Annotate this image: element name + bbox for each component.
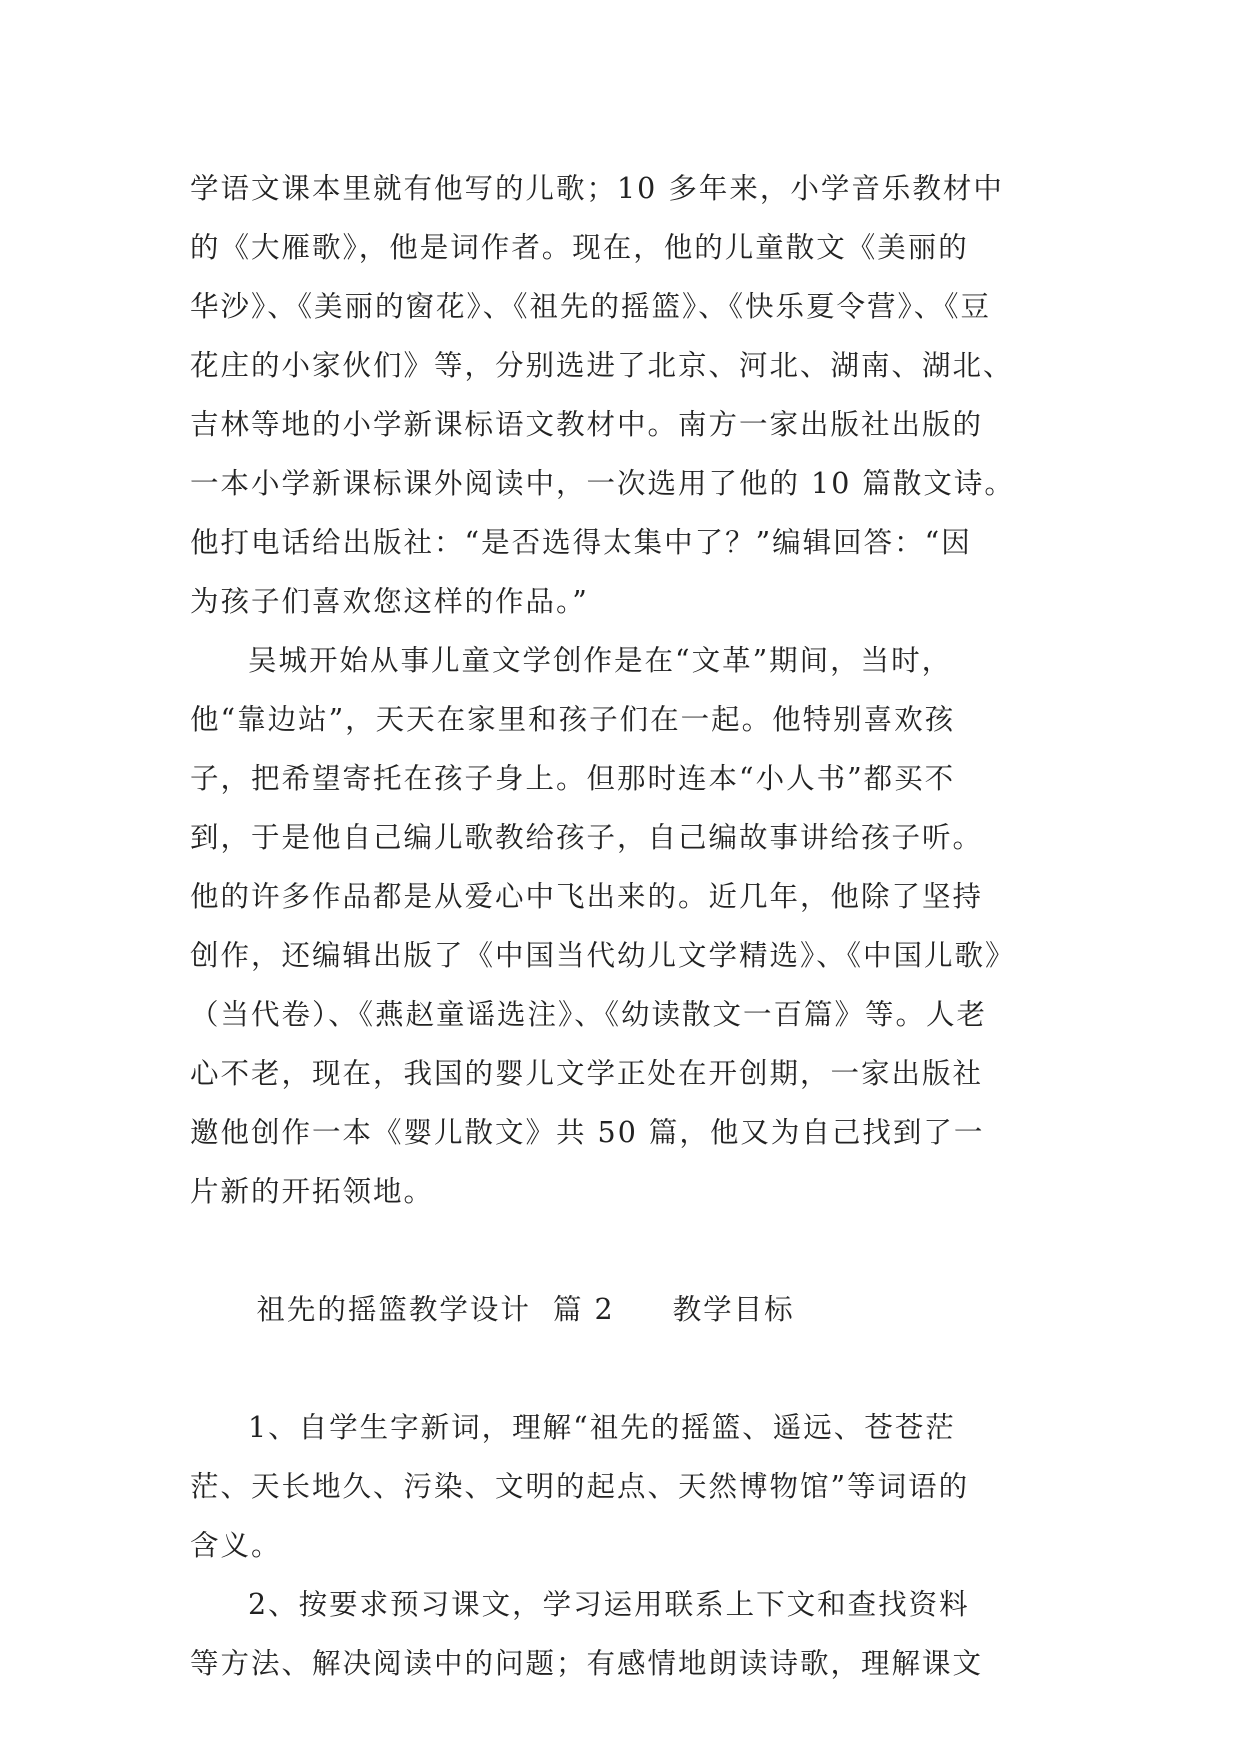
text-line: 吉林等地的小学新课标语文教材中。南方一家出版社出版的 <box>190 408 984 441</box>
text-line: 一本小学新课标课外阅读中，一次选用了他的 10 篇散文诗。 <box>190 467 1015 500</box>
paragraph-wu-cheng-works <box>190 159 1060 631</box>
text-line: 等方法、解决阅读中的问题；有感情地朗读诗歌，理解课文 <box>190 1647 984 1680</box>
text-line: 到，于是他自己编儿歌教给孩子，自己编故事讲给孩子听。 <box>190 821 984 854</box>
text-line: 他的许多作品都是从爱心中飞出来的。近几年，他除了坚持 <box>190 880 984 913</box>
text-line: 华沙》、《美丽的窗花》、《祖先的摇篮》、《快乐夏令营》、《豆 <box>190 290 992 323</box>
text-line: 为孩子们喜欢您这样的作品。” <box>190 585 589 618</box>
teaching-goal-2 <box>190 1575 1060 1693</box>
text-line: 他打电话给出版社：“是否选得太集中了？”编辑回答：“因 <box>190 526 972 559</box>
text-line: 茫、天长地久、污染、文明的起点、天然博物馆”等词语的 <box>190 1470 970 1503</box>
text-line: 片新的开拓领地。 <box>190 1175 435 1208</box>
text-line: 花庄的小家伙们》等，分别选进了北京、河北、湖南、湖北、 <box>190 349 1014 382</box>
text-line: 邀他创作一本《婴儿散文》共 50 篇，他又为自己找到了一 <box>190 1116 985 1149</box>
text-line: 心不老，现在，我国的婴儿文学正处在开创期，一家出版社 <box>190 1057 984 1090</box>
text-line: 学语文课本里就有他写的儿歌；10 多年来，小学音乐教材中 <box>190 172 1004 205</box>
section-subtitle: 教学目标 <box>672 1293 795 1326</box>
text-line: 2、按要求预习课文，学习运用联系上下文和查找资料 <box>248 1588 970 1621</box>
text-line: （当代卷）、《燕赵童谣选注》、《幼读散文一百篇》等。人老 <box>190 998 988 1031</box>
text-line: 子，把希望寄托在孩子身上。但那时连本“小人书”都买不 <box>190 762 956 795</box>
teaching-goal-1 <box>190 1398 1060 1575</box>
text-line: 他“靠边站”，天天在家里和孩子们在一起。他特别喜欢孩 <box>190 703 956 736</box>
text-line: 的《大雁歌》，他是词作者。现在，他的儿童散文《美丽的 <box>190 231 969 264</box>
text-line: 创作，还编辑出版了《中国当代幼儿文学精选》、《中国儿歌》 <box>190 939 1016 972</box>
document-body <box>190 159 1060 1693</box>
section-title: 祖先的摇篮教学设计 篇 2 <box>256 1293 615 1326</box>
text-line: 吴城开始从事儿童文学创作是在“文革”期间，当时， <box>248 644 953 677</box>
text-line: 含义。 <box>190 1529 282 1562</box>
text-line: 1、自学生字新词，理解“祖先的摇篮、遥远、苍苍茫 <box>248 1411 956 1444</box>
section-heading <box>190 1221 1060 1398</box>
paragraph-wu-cheng-career <box>190 631 1060 1221</box>
